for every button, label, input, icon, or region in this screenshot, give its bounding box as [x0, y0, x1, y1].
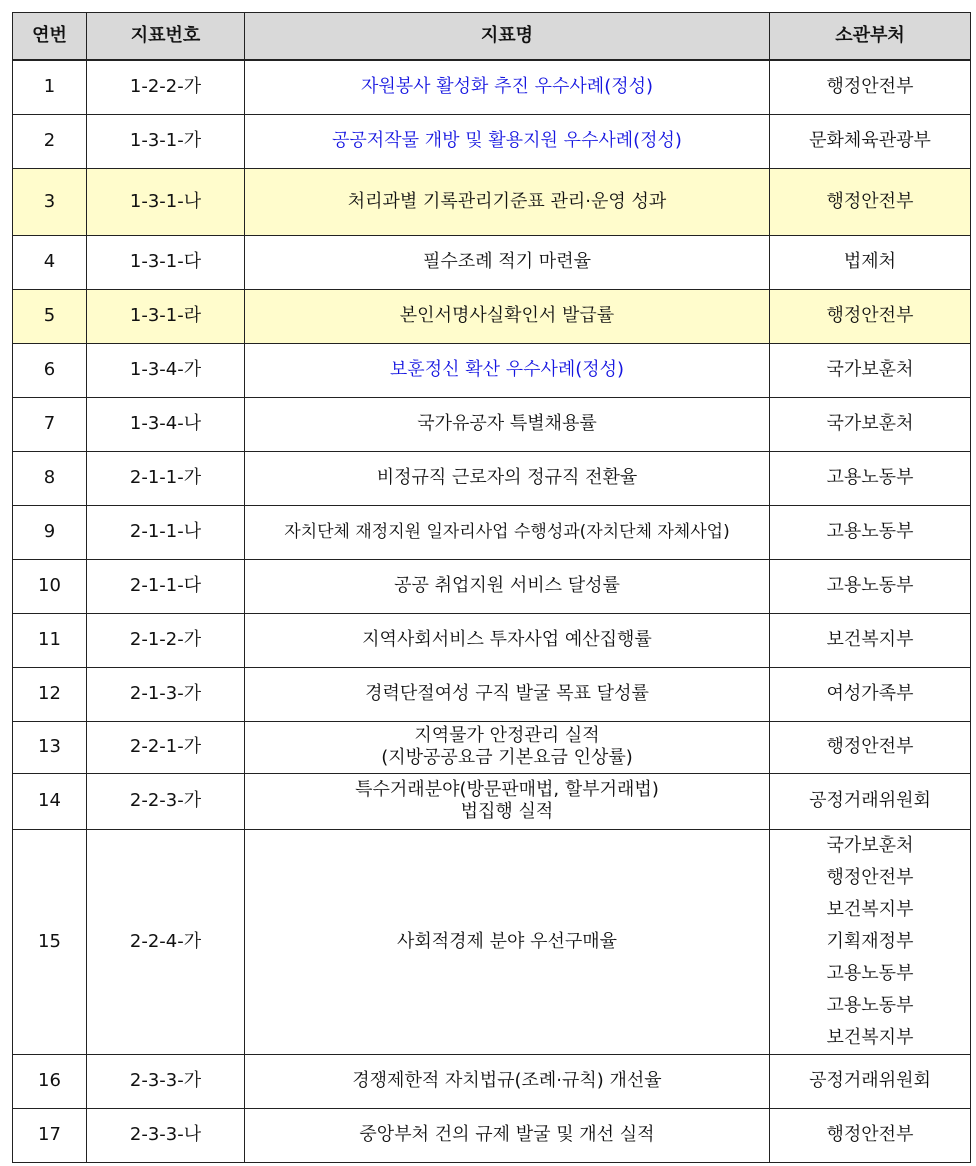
- row-name-text: 공공저작물 개방 및 활용지원 우수사례(정성): [332, 130, 682, 152]
- row-name: 비정규직 근로자의 정규직 전환율: [245, 451, 770, 505]
- row-dept-item: 고용노동부: [826, 962, 914, 984]
- row-name: [245, 721, 770, 773]
- row-name: [245, 773, 770, 829]
- row-dept-item: 국가보훈처: [826, 834, 914, 856]
- row-name: 지역사회서비스 투자사업 예산집행률: [245, 613, 770, 667]
- table-row-highlighted: [13, 168, 971, 235]
- table-row: [13, 613, 971, 667]
- row-code: 1-3-1-나: [87, 168, 245, 235]
- header-code: 지표번호: [87, 13, 245, 61]
- row-name: 사회적경제 분야 우선구매율: [245, 829, 770, 1054]
- row-no: 8: [13, 451, 87, 505]
- row-dept: 보건복지부: [770, 613, 971, 667]
- row-dept: 행정안전부: [770, 60, 971, 114]
- row-name: 필수조례 적기 마련율: [245, 235, 770, 289]
- row-code: 1-3-1-라: [87, 289, 245, 343]
- row-dept: 여성가족부: [770, 667, 971, 721]
- table-row: [13, 829, 971, 1054]
- row-name-text: 자원봉사 활성화 추진 우수사례(정성): [360, 76, 654, 98]
- row-name-line1: 특수거래분야(방문판매법, 할부거래법): [355, 779, 659, 801]
- row-no: 15: [13, 829, 87, 1054]
- row-name-line1: 지역물가 안정관리 실적: [414, 725, 600, 747]
- table-row: [13, 451, 971, 505]
- row-dept-item: 행정안전부: [826, 866, 914, 888]
- row-name: 중앙부처 건의 규제 발굴 및 개선 실적: [245, 1108, 770, 1162]
- row-no: 2: [13, 114, 87, 168]
- row-no: 1: [13, 60, 87, 114]
- header-dept: 소관부처: [770, 13, 971, 61]
- row-dept: 행정안전부: [770, 289, 971, 343]
- row-name: [245, 114, 770, 168]
- row-code: 2-3-3-가: [87, 1054, 245, 1108]
- row-no: 14: [13, 773, 87, 829]
- row-no: 3: [13, 168, 87, 235]
- row-name: [245, 60, 770, 114]
- row-dept-list: [770, 829, 971, 1054]
- row-dept: 행정안전부: [770, 1108, 971, 1162]
- row-no: 6: [13, 343, 87, 397]
- row-dept: 공정거래위원회: [770, 773, 971, 829]
- row-dept: 고용노동부: [770, 505, 971, 559]
- table-row-highlighted: [13, 289, 971, 343]
- row-code: 1-3-1-다: [87, 235, 245, 289]
- row-dept: 국가보훈처: [770, 343, 971, 397]
- row-dept: 고용노동부: [770, 559, 971, 613]
- table-row: [13, 60, 971, 114]
- row-code: 2-2-4-가: [87, 829, 245, 1054]
- row-code: 2-1-1-나: [87, 505, 245, 559]
- table-row: [13, 773, 971, 829]
- row-no: 17: [13, 1108, 87, 1162]
- row-name: 경력단절여성 구직 발굴 목표 달성률: [245, 667, 770, 721]
- row-dept: 행정안전부: [770, 721, 971, 773]
- row-code: 2-3-3-나: [87, 1108, 245, 1162]
- row-dept-item: 보건복지부: [826, 898, 914, 920]
- row-no: 5: [13, 289, 87, 343]
- row-name-text: 보훈정신 확산 우수사례(정성): [389, 359, 625, 381]
- row-dept: 문화체육관광부: [770, 114, 971, 168]
- row-no: 7: [13, 397, 87, 451]
- row-dept: 법제처: [770, 235, 971, 289]
- row-code: 1-3-1-가: [87, 114, 245, 168]
- header-name: 지표명: [245, 13, 770, 61]
- table-row: [13, 721, 971, 773]
- row-dept: 공정거래위원회: [770, 1054, 971, 1108]
- row-code: 2-1-1-다: [87, 559, 245, 613]
- row-code: 1-2-2-가: [87, 60, 245, 114]
- row-code: 2-1-2-가: [87, 613, 245, 667]
- row-no: 11: [13, 613, 87, 667]
- row-dept-item: 기획재정부: [826, 930, 914, 952]
- row-name: 국가유공자 특별채용률: [245, 397, 770, 451]
- row-dept: 국가보훈처: [770, 397, 971, 451]
- row-dept: 고용노동부: [770, 451, 971, 505]
- table-row: [13, 397, 971, 451]
- row-code: 1-3-4-나: [87, 397, 245, 451]
- row-name-line2: (지방공공요금 기본요금 인상률): [381, 747, 633, 768]
- row-name: [245, 343, 770, 397]
- row-code: 1-3-4-가: [87, 343, 245, 397]
- table-row: [13, 343, 971, 397]
- header-no: 연번: [13, 13, 87, 61]
- table-row: [13, 1108, 971, 1162]
- row-name: 처리과별 기록관리기준표 관리·운영 성과: [245, 168, 770, 235]
- row-no: 12: [13, 667, 87, 721]
- row-code: 2-1-1-가: [87, 451, 245, 505]
- row-code: 2-2-1-가: [87, 721, 245, 773]
- row-dept: 행정안전부: [770, 168, 971, 235]
- row-code: 2-2-3-가: [87, 773, 245, 829]
- row-dept-item: 고용노동부: [826, 994, 914, 1016]
- row-name-line2: 법집행 실적: [460, 801, 554, 822]
- row-dept-item: 보건복지부: [826, 1026, 914, 1048]
- indicator-table: [12, 12, 971, 1163]
- table-row: [13, 667, 971, 721]
- table-row: [13, 114, 971, 168]
- row-no: 10: [13, 559, 87, 613]
- row-code: 2-1-3-가: [87, 667, 245, 721]
- row-name: 공공 취업지원 서비스 달성률: [245, 559, 770, 613]
- row-no: 13: [13, 721, 87, 773]
- row-name: 본인서명사실확인서 발급률: [245, 289, 770, 343]
- row-name: 자치단체 재정지원 일자리사업 수행성과(자치단체 자체사업): [245, 505, 770, 559]
- table-row: [13, 235, 971, 289]
- row-no: 16: [13, 1054, 87, 1108]
- row-no: 4: [13, 235, 87, 289]
- table-row: [13, 505, 971, 559]
- table-row: [13, 559, 971, 613]
- row-no: 9: [13, 505, 87, 559]
- header-row: [13, 13, 971, 61]
- table-row: [13, 1054, 971, 1108]
- row-name: 경쟁제한적 자치법규(조례·규칙) 개선율: [245, 1054, 770, 1108]
